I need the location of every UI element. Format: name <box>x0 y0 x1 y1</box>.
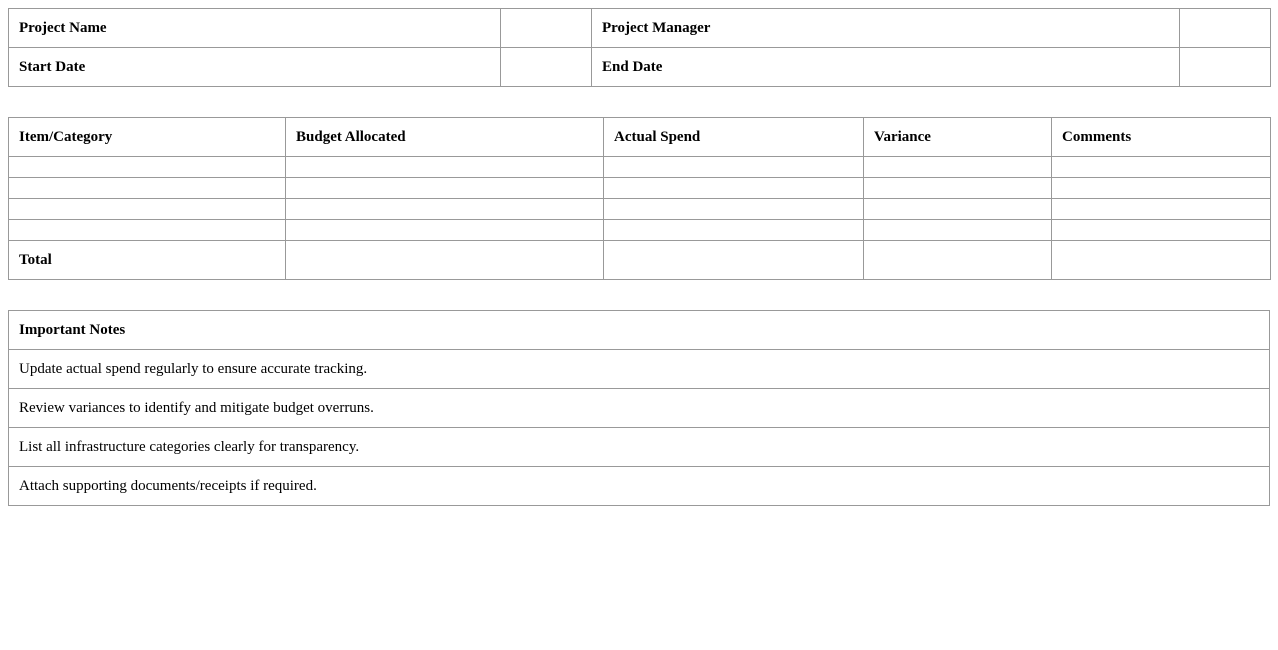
item-category-cell[interactable] <box>9 178 286 199</box>
variance-cell[interactable] <box>864 220 1052 241</box>
project-name-field[interactable] <box>501 9 592 48</box>
notes-header-row <box>9 311 1270 350</box>
project-info-row <box>9 48 1271 87</box>
start-date-field[interactable] <box>501 48 592 87</box>
total-variance-cell[interactable] <box>864 241 1052 280</box>
budget-row <box>9 178 1271 199</box>
budget-row <box>9 220 1271 241</box>
project-name-label: Project Name <box>9 9 501 48</box>
note-row <box>9 467 1270 506</box>
note-item: List all infrastructure categories clearly for transparency. <box>9 428 1270 467</box>
end-date-label: End Date <box>592 48 1180 87</box>
variance-cell[interactable] <box>864 199 1052 220</box>
budget-header-row <box>9 118 1271 157</box>
variance-cell[interactable] <box>864 178 1052 199</box>
variance-header: Variance <box>864 118 1052 157</box>
note-item: Review variances to identify and mitigate budget overruns. <box>9 389 1270 428</box>
project-manager-field[interactable] <box>1180 9 1271 48</box>
notes-title: Important Notes <box>9 311 1270 350</box>
budget-total-row <box>9 241 1271 280</box>
project-manager-label: Project Manager <box>592 9 1180 48</box>
budget-table <box>8 117 1271 280</box>
budget-row <box>9 157 1271 178</box>
item-category-cell[interactable] <box>9 220 286 241</box>
budget-allocated-cell[interactable] <box>286 220 604 241</box>
notes-table <box>8 310 1270 506</box>
note-row <box>9 428 1270 467</box>
start-date-label: Start Date <box>9 48 501 87</box>
comments-header: Comments <box>1052 118 1271 157</box>
note-row <box>9 389 1270 428</box>
comments-cell[interactable] <box>1052 199 1271 220</box>
comments-cell[interactable] <box>1052 157 1271 178</box>
end-date-field[interactable] <box>1180 48 1271 87</box>
variance-cell[interactable] <box>864 157 1052 178</box>
budget-row <box>9 199 1271 220</box>
total-comments-cell[interactable] <box>1052 241 1271 280</box>
actual-spend-cell[interactable] <box>604 220 864 241</box>
total-budget-allocated-cell[interactable] <box>286 241 604 280</box>
project-info-table <box>8 8 1271 87</box>
total-label: Total <box>9 241 286 280</box>
note-item: Attach supporting documents/receipts if required. <box>9 467 1270 506</box>
budget-allocated-header: Budget Allocated <box>286 118 604 157</box>
actual-spend-cell[interactable] <box>604 157 864 178</box>
total-actual-spend-cell[interactable] <box>604 241 864 280</box>
item-category-header: Item/Category <box>9 118 286 157</box>
note-item: Update actual spend regularly to ensure accurate tracking. <box>9 350 1270 389</box>
actual-spend-cell[interactable] <box>604 178 864 199</box>
budget-allocated-cell[interactable] <box>286 178 604 199</box>
note-row <box>9 350 1270 389</box>
budget-allocated-cell[interactable] <box>286 157 604 178</box>
comments-cell[interactable] <box>1052 178 1271 199</box>
item-category-cell[interactable] <box>9 199 286 220</box>
budget-allocated-cell[interactable] <box>286 199 604 220</box>
item-category-cell[interactable] <box>9 157 286 178</box>
comments-cell[interactable] <box>1052 220 1271 241</box>
actual-spend-cell[interactable] <box>604 199 864 220</box>
actual-spend-header: Actual Spend <box>604 118 864 157</box>
project-info-row <box>9 9 1271 48</box>
